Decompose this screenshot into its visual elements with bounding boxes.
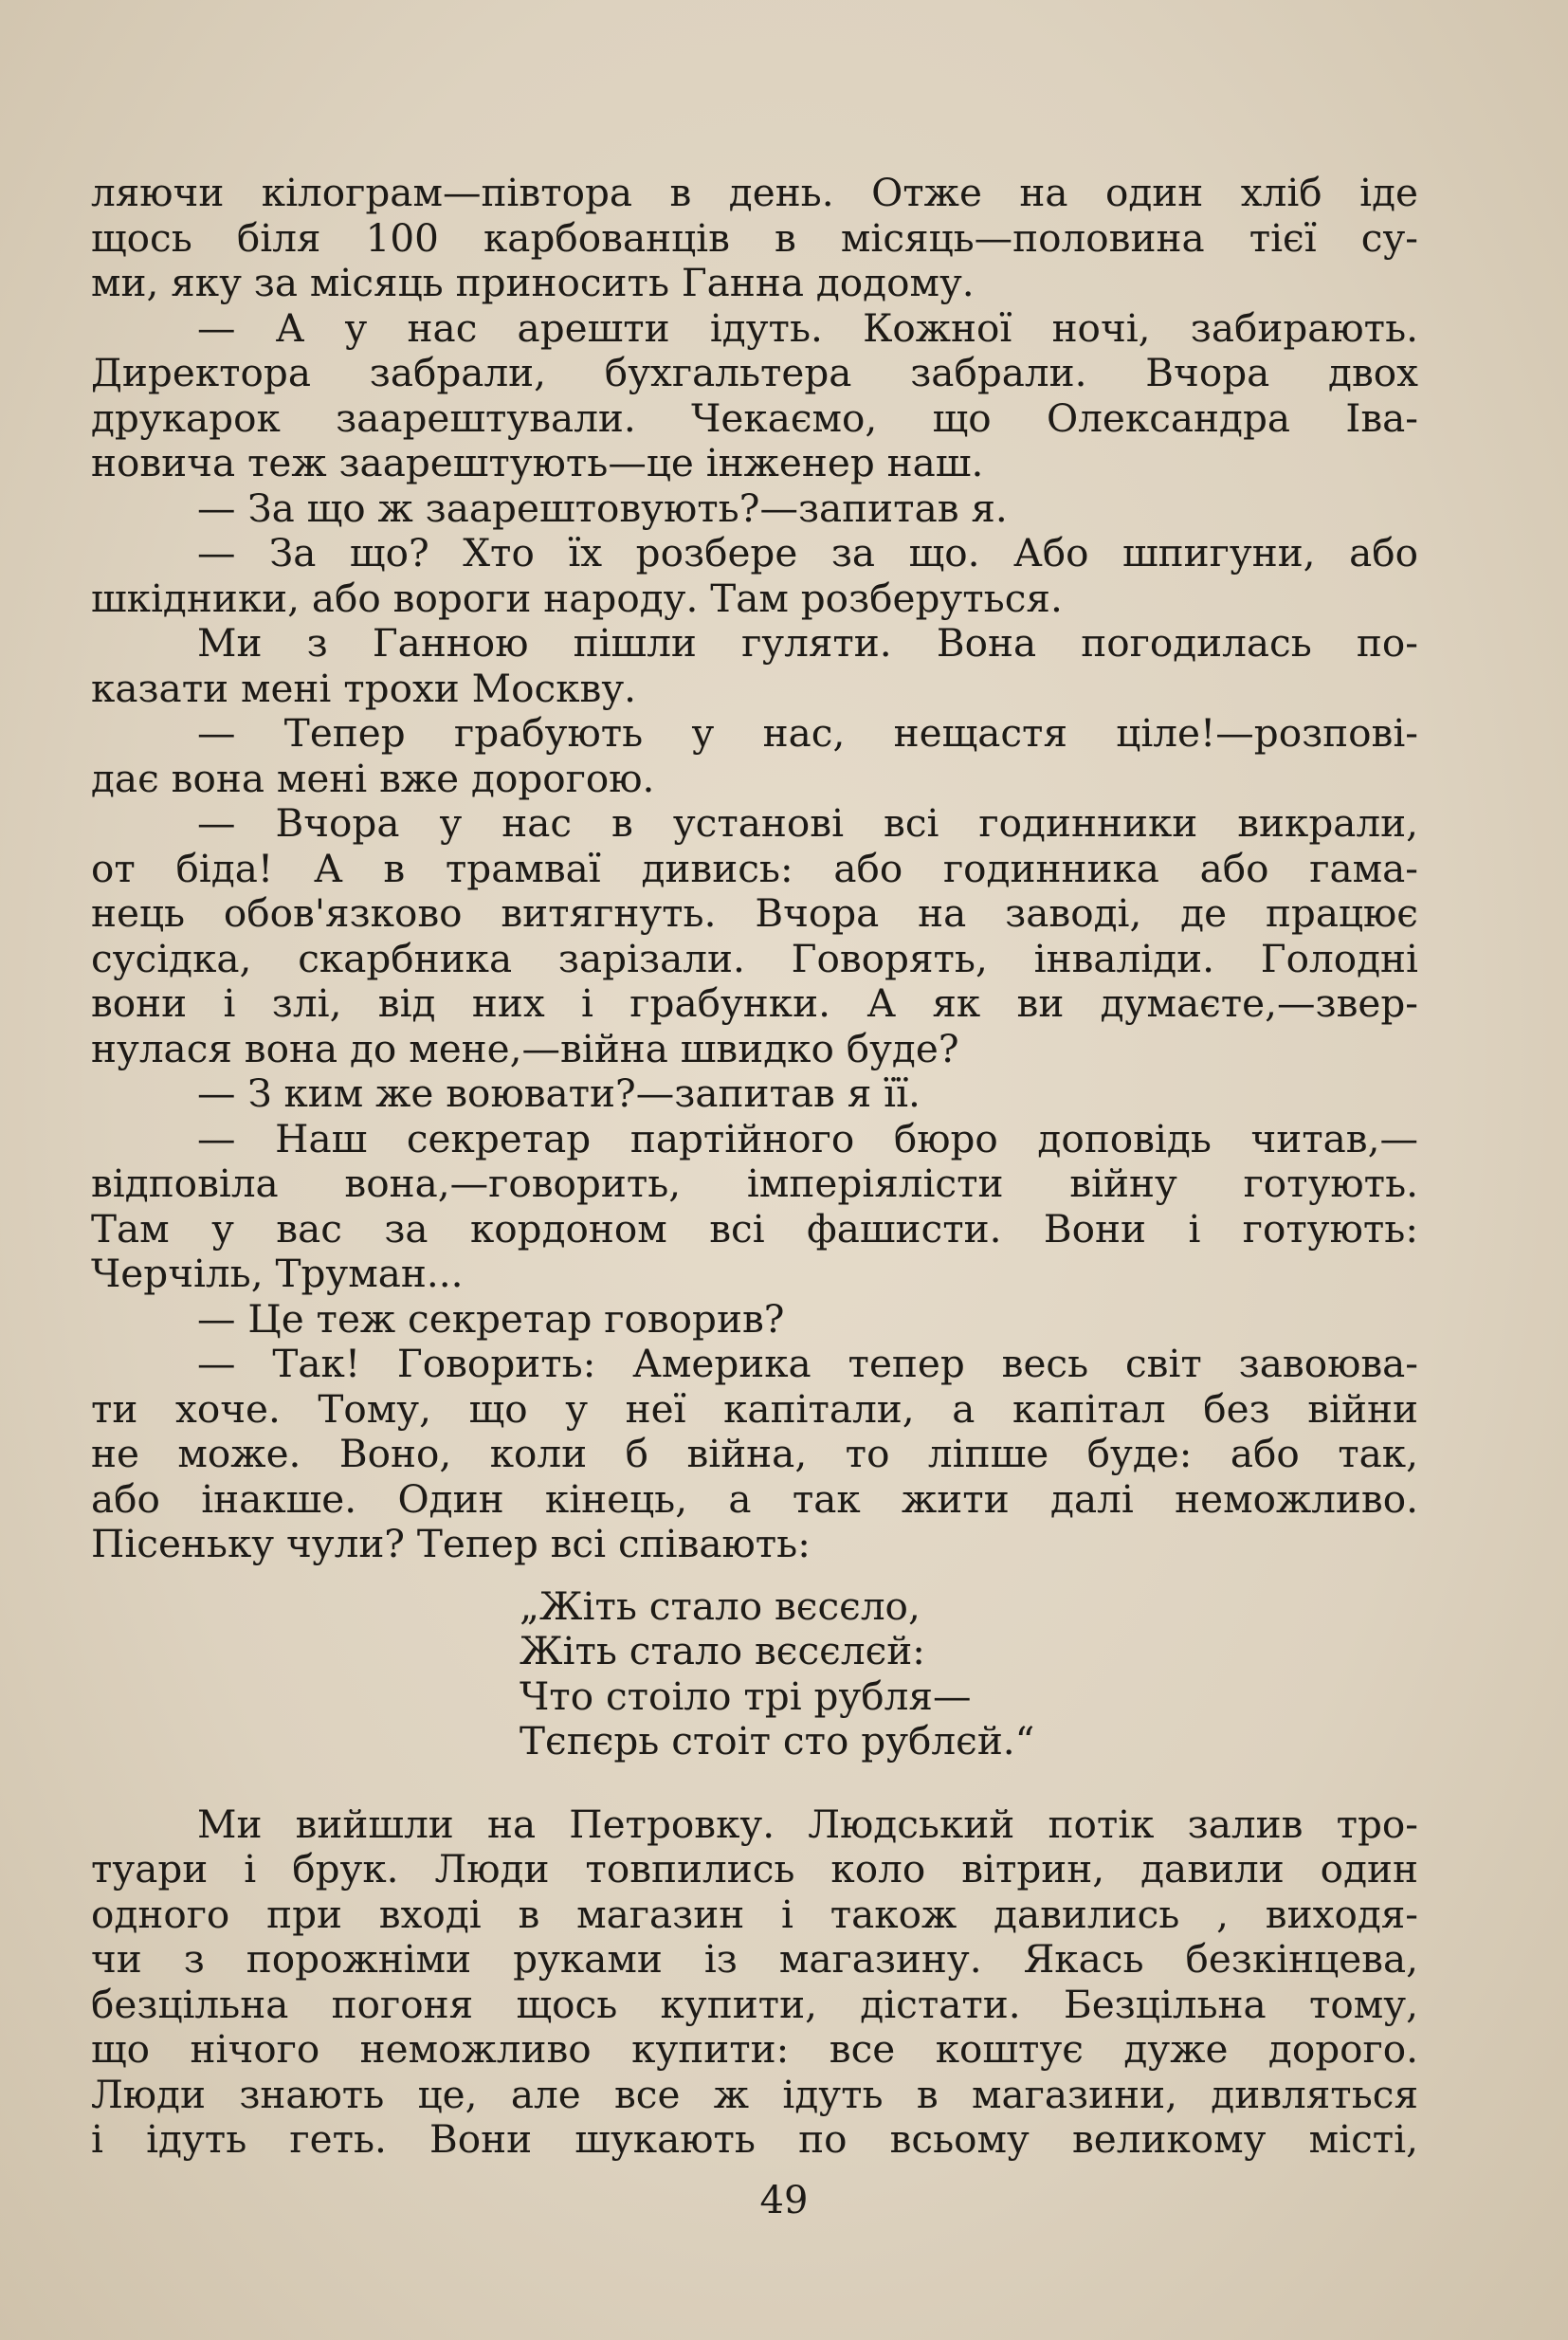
text-line: вони і злі, від них і грабунки. А як ви думаєте,—звер- <box>91 980 1418 1026</box>
text-line: нець обов'язково витягнуть. Вчора на заводі, де працює <box>91 890 1418 936</box>
text-line: або інакше. Один кінець, а так жити далі неможливо. <box>91 1475 1418 1522</box>
text-line: — З ким же воювати?—запитав я її. <box>197 1070 921 1116</box>
text-line: Пісеньку чули? Тепер всі співають: <box>91 1521 811 1566</box>
text-line: і ідуть геть. Вони шукають по всьому великому місті, <box>91 2116 1418 2162</box>
text-line: друкарок заарештували. Чекаємо, що Олександра Іва- <box>91 394 1418 441</box>
text-line: — За що? Хто їх розбере за що. Або шпигуни, або <box>197 530 1418 576</box>
text-line: чи з порожніми руками із магазину. Якась безкінцева, <box>91 1936 1418 1982</box>
text-line: нулася вона до мене,—війна швидко буде? <box>91 1025 959 1071</box>
text-line: Люди знають це, але все ж ідуть в магазини, дивляться <box>91 2071 1418 2117</box>
text-line: новича теж заарештують—це інженер наш. <box>91 440 984 485</box>
text-line: — За що ж заарештовують?—запитав я. <box>197 484 1008 531</box>
text-line: дає вона мені вже дорогою. <box>91 755 655 801</box>
poem-line: Жіть стало вєсєлєй: <box>520 1628 925 1673</box>
text-line: — Вчора у нас в установі всі годинники викрали, <box>197 800 1418 846</box>
text-line: — Тепер грабують у нас, нещастя ціле!—розпові- <box>197 710 1418 756</box>
text-line: безцільна погоня щось купити, дістати. Безцільна тому, <box>91 1981 1418 2027</box>
text-line: — Це теж секретар говорив? <box>197 1295 785 1342</box>
text-line: ти хоче. Тому, що у неї капітали, а капітал без війни <box>91 1385 1418 1432</box>
text-line: сусідка, скарбника зарізали. Говорять, інваліди. Голодні <box>91 935 1418 981</box>
poem-quote <box>91 1584 1418 1764</box>
text-line: — Наш секретар партійного бюро доповідь читав,— <box>197 1115 1418 1161</box>
text-line: не може. Воно, коли б війна, то ліпше буде: або так, <box>91 1431 1418 1476</box>
page-number: 49 <box>759 2179 809 2222</box>
text-line: от біда! А в трамваї дивись: або годинника або гама- <box>91 845 1418 891</box>
text-line: — Так! Говорить: Америка тепер весь світ завоюва- <box>197 1341 1418 1386</box>
text-line: казати мені трохи Москву. <box>91 665 637 711</box>
text-line: що нічого неможливо купити: все коштує дуже дорого. <box>91 2026 1418 2072</box>
text-line: Ми вийшли на Петровку. Людський потік залив тро- <box>197 1801 1418 1847</box>
text-line: ми, яку за місяць приносить Ганна додому. <box>91 260 975 305</box>
poem-line: Тєпєрь стоіт сто рублєй.“ <box>520 1718 1035 1764</box>
poem-line: „Жіть стало вєсєло, <box>520 1582 921 1629</box>
text-line: Там у вас за кордоном всі фашисти. Вони і готують: <box>91 1205 1418 1252</box>
text-line: туари і брук. Люди товпились коло вітрин, давили один <box>91 1846 1418 1892</box>
text-line: Черчіль, Труман... <box>91 1251 464 1296</box>
page-text <box>91 171 1418 2163</box>
text-line: Ми з Ганною пішли гуляти. Вона погодилась по- <box>197 620 1418 666</box>
text-line: одного при вході в магазин і також давились , виходя- <box>91 1891 1418 1937</box>
text-line: — А у нас арешти ідуть. Кожної ночі, забирають. <box>197 304 1418 351</box>
paragraph <box>91 1802 1418 2163</box>
text-line: Директора забрали, бухгальтера забрали. Вчора двох <box>91 350 1418 395</box>
text-line: ляючи кілограм—півтора в день. Отже на один хліб іде <box>91 170 1418 215</box>
poem-line: Что стоіло трі рубля— <box>520 1673 972 1719</box>
text-line: шкідники, або вороги народу. Там розберуться. <box>91 575 1063 621</box>
text-line: щось біля 100 карбованців в місяць—половина тієї су- <box>91 214 1418 261</box>
text-line: відповіла вона,—говорить, імперіялісти війну готують. <box>91 1161 1418 1206</box>
